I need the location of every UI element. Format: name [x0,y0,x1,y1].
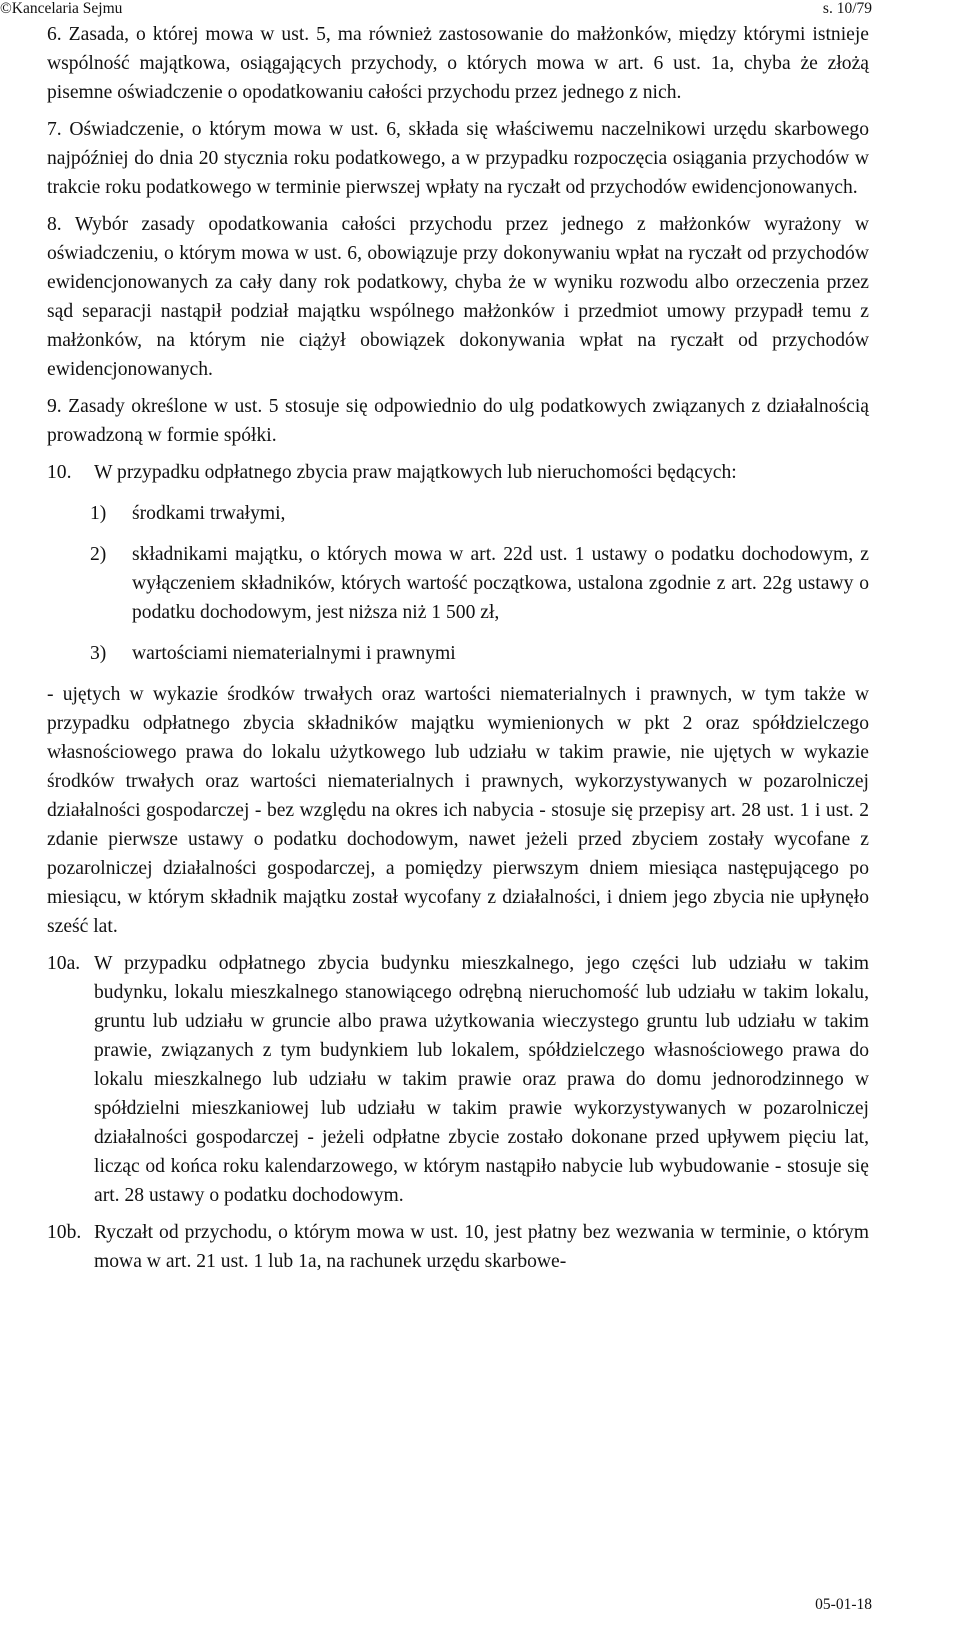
header-source: ©Kancelaria Sejmu [0,0,123,17]
paragraph-10b-text: Ryczałt od przychodu, o którym mowa w ust. 10, jest płatny bez wezwania w terminie, o którym mowa w art. 21 ust. 1 lub 1a, na rachunek urzędu skarbowe- [94,1222,869,1272]
paragraph-7: 7. Oświadczenie, o którym mowa w ust. 6, składa się właściwemu naczelnikowi urzędu skarbowego najpóźniej do dnia 20 stycznia roku podatkowego, a w przypadku rozpoczęcia osiągania przychodów w trakcie roku podatkowego w terminie pierwszej wpłaty na ryczałt od przychodów ewidencjonowanych. [47,119,869,198]
list-item-label: 3) [90,643,107,664]
list-item [90,639,869,668]
paragraph-10 [47,458,869,487]
paragraph-6: 6. Zasada, o której mowa w ust. 5, ma również zastosowanie do małżonków, między którymi istnieje wspólność majątkowa, osiągających przychody, o których mowa w art. 6 ust. 1a, chyba że złożą pisemne oświadczenie o opodatkowaniu całości przychodu przez jednego z nich. [47,24,869,103]
footer-date: 05-01-18 [815,1596,872,1613]
header-page-number: s. 10/79 [822,0,872,17]
paragraph-9: 9. Zasady określone w ust. 5 stosuje się odpowiednio do ulg podatkowych związanych z działalnością prowadzoną w formie spółki. [47,396,869,446]
list-item [90,499,869,528]
paragraph-10-label: 10. [47,462,72,483]
list-item [90,540,869,627]
paragraph-10a-label: 10a. [47,953,81,974]
paragraph-10b-label: 10b. [47,1222,82,1243]
paragraph-10b [47,1218,869,1276]
paragraph-10a [47,949,869,1210]
paragraph-10-list [90,499,869,668]
paragraph-10-intro: W przypadku odpłatnego zbycia praw majątkowych lub nieruchomości będących: [94,462,737,483]
document-body [47,20,869,1276]
paragraph-8: 8. Wybór zasady opodatkowania całości przychodu przez jednego z małżonków wyrażony w oświadczeniu, o którym mowa w ust. 6, obowiązuje przy dokonywaniu wpłat na ryczałt od przychodów ewidencjonowanych za cały dany rok podatkowy, chyba że w wyniku rozwodu albo orzeczenia przez sąd separacji nastąpił podział majątku wspólnego małżonków i przedmiot umowy przypadł temu z małżonków, na którym nie ciążył obowiązek dokonywania wpłat na ryczałt od przychodów ewidencjonowanych. [47,214,869,380]
list-item-text: składnikami majątku, o których mowa w art. 22d ust. 1 ustawy o podatku dochodowym, z wyłączeniem składników, których wartość początkowa, ustalona zgodnie z art. 22g ustawy o podatku dochodowym, jest niższa niż 1 500 zł, [132,544,869,623]
list-item-text: wartościami niematerialnymi i prawnymi [132,643,456,664]
paragraph-10a-text: W przypadku odpłatnego zbycia budynku mieszkalnego, jego części lub udziału w takim budynku, lokalu mieszkalnego stanowiącego odrębną nieruchomość lub udziału w takim lokalu, gruntu lub udziału w gruncie albo prawa użytkowania wieczystego gruntu lub udziału w takim prawie, związanych z tym budynkiem lub lokalem, spółdzielczego własnościowego prawa do lokalu mieszkalnego lub udziału w takim prawie oraz prawa do domu jednorodzinnego w spółdzielni mieszkaniowej lub udziału w takim prawie wykorzystywanych w pozarolniczej działalności gospodarczej - jeżeli odpłatne zbycie zostało dokonane przed upływem pięciu lat, licząc od końca roku kalendarzowego, w którym nastąpiło nabycie lub wybudowanie - stosuje się art. 28 ustawy o podatku dochodowym. [94,953,869,1206]
list-item-text: środkami trwałymi, [132,503,286,524]
list-item-label: 2) [90,544,107,565]
paragraph-10-continuation: - ujętych w wykazie środków trwałych oraz wartości niematerialnych i prawnych, w tym także w przypadku odpłatnego zbycia składników majątku wymienionych w pkt 2 oraz spółdzielczego własnościowego prawa do lokalu użytkowego lub udziału w takim prawie, nie ujętych w wykazie środków trwałych oraz wartości niematerialnych i prawnych, wykorzystywanych w pozarolniczej działalności gospodarczej - bez względu na okres ich nabycia - stosuje się przepisy art. 28 ust. 1 i ust. 2 zdanie pierwsze ustawy o podatku dochodowym, nawet jeżeli przed zbyciem zostały wycofane z pozarolniczej działalności gospodarczej, a pomiędzy pierwszym dniem miesiąca następującego po miesiącu, w którym składnik majątku został wycofany z działalności, i dniem jego zbycia nie upłynęło sześć lat. [47,684,869,937]
list-item-label: 1) [90,503,107,524]
